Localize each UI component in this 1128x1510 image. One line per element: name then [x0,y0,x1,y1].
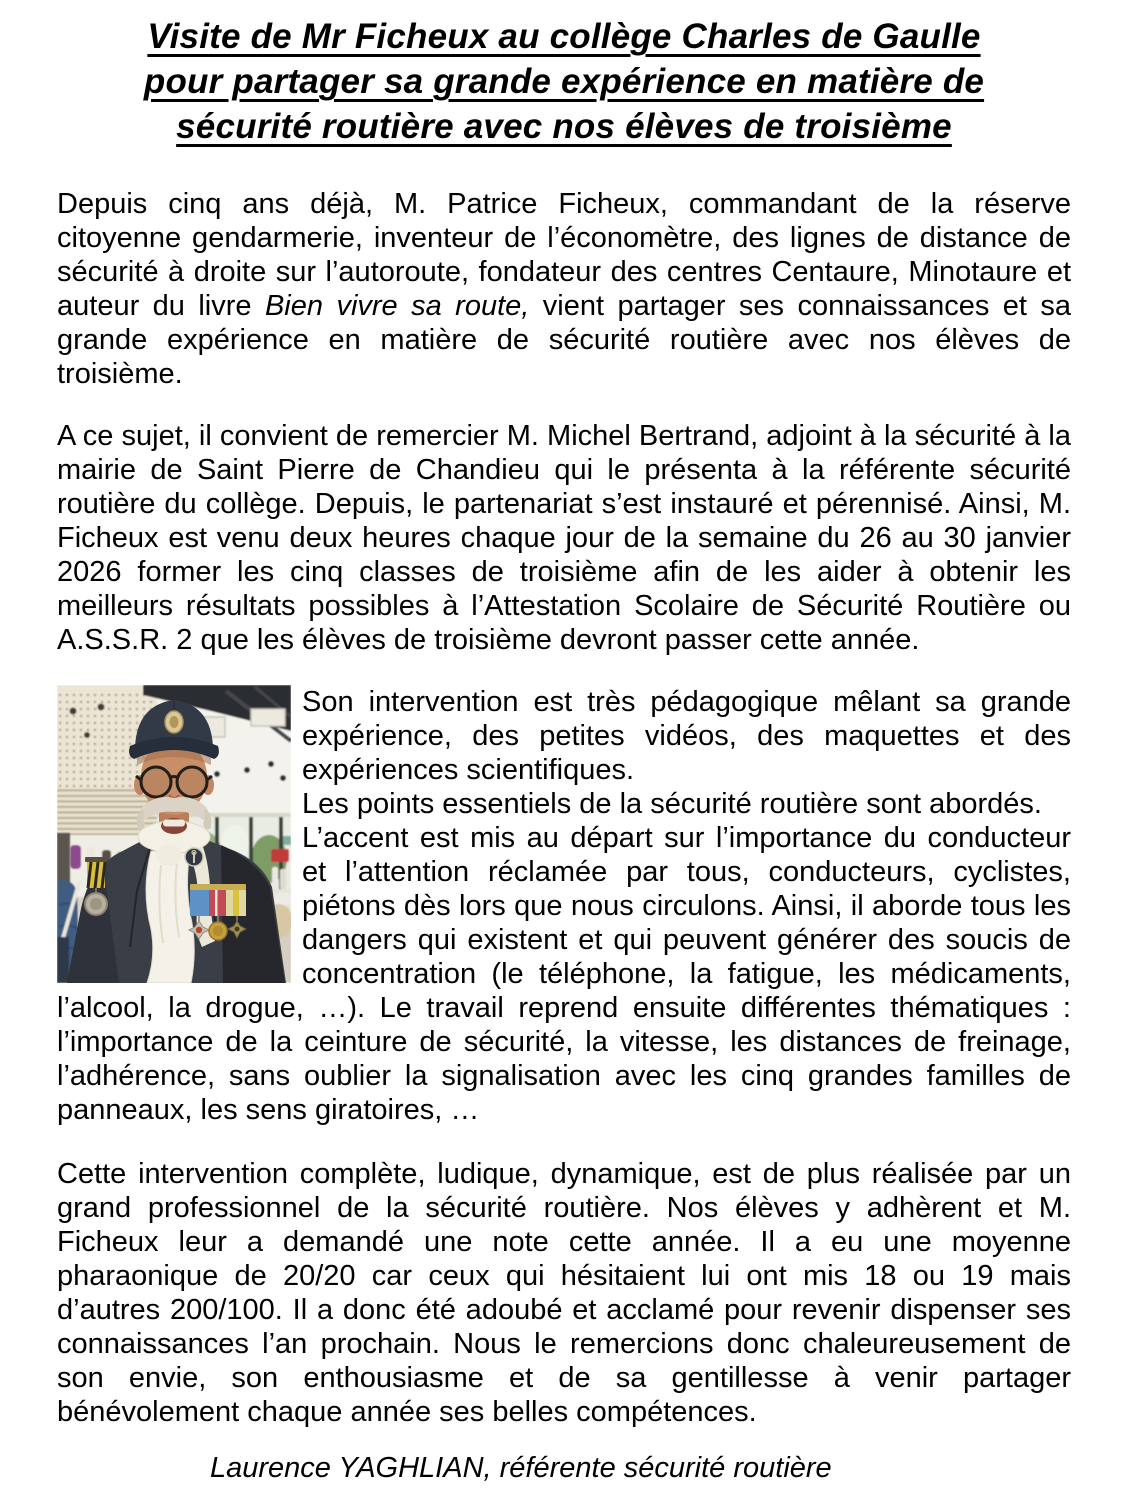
ficheux-photo-image [57,685,291,983]
intervention-line-2: Les points essentiels de la sécurité routière sont abordés. [302,788,1042,820]
intro-text-end: vient partager ses connaissances et sa grande expérience en matière de sécurité routière avec nos élèves de troisième. [57,290,1072,390]
signature-line: Laurence YAGHLIAN, référente sécurité routière [210,1452,832,1484]
document-title-line-1: Visite de Mr Ficheux au collège Charles de Gaulle [147,17,981,56]
paragraph-conclusion: Cette intervention complète, ludique, dynamique, est de plus réalisée par un grand professionnel de la sécurité routière. Nos élèves y adhèrent et M. Ficheux leur a demandé une note cette année. Il a eu une moyenne pharaonique de 20/20 car ceux qui hésitaient lui ont mis 18 ou 19 mais d’autres 200/100. Il a donc été adoubé et acclamé pour revenir dispenser ses connaissances l’an prochain. Nous le remercions donc chaleureusement de son envie, son enthousiasme et de sa gentillesse à venir partager bénévolement chaque année ses belles compétences. [57,1158,1071,1428]
glasses [141,767,171,797]
document-title-line-2: pour partager sa grande expérience en matière de [143,62,985,101]
intro-text-start: Depuis cinq ans déjà, M. Patrice Ficheux, commandant de la réserve citoyenne gendarmerie, inventeur de l’économètre, des lignes de distance de sécurité à droite sur l’autoroute, fondateur des centres Centaure, Minotaure et auteur du livre [57,188,1071,322]
intervention-line-3: L’accent est mis au départ sur l’importance du conducteur et l’attention réclamée par tous, conducteurs, cyclistes, piétons dès lors que nous circulons. Ainsi, il aborde tous les dangers qui existent et qui peuvent générer des soucis de concentration (le téléphone, la fatigue, les médicaments, l’alcool, la drogue, …). Le travail reprend ensuite différentes thématiques : l’importance de la ceinture de sécurité, la vitesse, les distances de freinage, l’adhérence, sans oublier la signalisation avec les cinq grandes familles de panneaux, les sens giratoires, … [57,822,1071,1126]
paragraph-remerciement: A ce sujet, il convient de remercier M. Michel Bertrand, adjoint à la sécurité à la mairie de Saint Pierre de Chandieu qui le présenta à la référente sécurité routière du collège. Depuis, le partenariat s’est instauré et pérennisé. Ainsi, M. Ficheux est venu deux heures chaque jour de la semaine du 26 au 30 janvier 2026 former les cinq classes de troisième afin de les aider à obtenir les meilleurs résultats possibles à l’Attestation Scolaire de Sécurité Routière ou A.S.S.R. 2 que les élèves de troisième devront passer cette année. [57,420,1071,656]
book-title: Bien vivre sa route, [264,290,530,322]
paragraph-intro [57,187,1071,391]
document-title-line-3: sécurité routière avec nos élèves de troisième [176,107,952,146]
intervention-line-1: Son intervention est très pédagogique mêlant sa grande expérience, des petites vidéos, des maquettes et des expériences scientifiques. [302,686,1071,786]
document-title [57,14,1071,149]
ficheux-photo [57,685,291,983]
paragraph-intervention [57,685,1071,1127]
